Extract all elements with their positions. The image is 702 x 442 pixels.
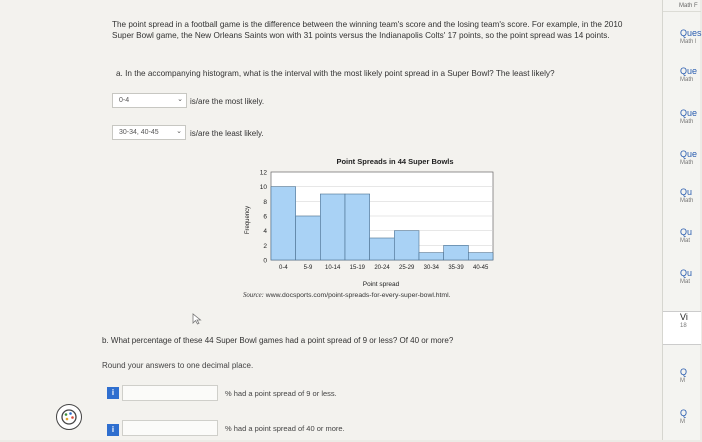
sidebar-question-label: Ques	[680, 28, 702, 38]
sidebar-question-label: Vi	[680, 312, 688, 322]
most-likely-dropdown[interactable]	[112, 93, 187, 108]
question-sidebar	[662, 0, 700, 440]
y-tick-label: 10	[259, 184, 267, 192]
source-label: Source:	[243, 292, 264, 299]
sidebar-question-subject: Math	[680, 198, 694, 204]
y-tick-label: 0	[263, 257, 267, 265]
y-tick-label: 2	[263, 242, 267, 250]
histogram-bar	[468, 253, 493, 260]
source-citation	[243, 292, 451, 299]
most-likely-selected: 0-4	[119, 97, 130, 104]
answer-9-or-less-suffix: % had a point spread of 9 or less.	[225, 389, 337, 398]
least-likely-suffix: is/are the least likely.	[190, 129, 264, 138]
answer-40-or-more-suffix: % had a point spread of 40 or more.	[225, 424, 345, 433]
sidebar-question-item[interactable]	[663, 408, 701, 442]
y-axis-label: Frequency	[245, 205, 251, 235]
x-tick-label: 0-4	[278, 265, 288, 271]
x-tick-label: 10-14	[324, 265, 341, 271]
histogram-chart	[235, 150, 515, 288]
sidebar-question-subject: Mat	[680, 279, 691, 285]
histogram-bar	[370, 238, 395, 260]
x-tick-label: 35-39	[448, 265, 464, 271]
part-a-question: a. In the accompanying histogram, what is the interval with the most likely point spread in a Super Bowl? The least likely?	[116, 69, 555, 78]
sidebar-question-subject: M	[680, 378, 685, 384]
least-likely-dropdown[interactable]	[112, 125, 186, 140]
y-tick-label: 6	[263, 213, 267, 221]
chevron-down-icon: ⌄	[177, 96, 183, 103]
sidebar-question-item[interactable]	[663, 187, 701, 221]
sidebar-question-label: Qu	[680, 187, 693, 197]
sidebar-question-subject: Math	[680, 119, 694, 125]
sidebar-question-label: Q	[680, 408, 688, 418]
x-tick-label: 20-24	[374, 265, 390, 271]
answer-9-or-less-input[interactable]	[122, 385, 218, 401]
histogram-bar	[296, 216, 321, 260]
chart-title: Point Spreads in 44 Super Bowls	[336, 157, 454, 166]
sidebar-question-subject: Mat	[680, 238, 691, 244]
x-axis-label: Point spread	[362, 281, 400, 288]
y-tick-label: 8	[263, 198, 267, 206]
sidebar-question-subject: M	[680, 419, 685, 425]
sidebar-question-subject: Math	[680, 160, 694, 166]
x-tick-label: 30-34	[423, 265, 440, 271]
part-b-question: b. What percentage of these 44 Super Bowl games had a point spread of 9 or less? Of 40 or more?	[102, 336, 454, 345]
sidebar-question-subject: Math l	[680, 39, 697, 45]
sidebar-question-label: Q	[680, 367, 688, 377]
histogram-bar	[419, 253, 444, 260]
rounding-note: Round your answers to one decimal place.	[102, 361, 254, 370]
histogram-bar	[271, 187, 296, 260]
sidebar-question-label: Que	[680, 108, 698, 118]
sidebar-question-item[interactable]	[663, 268, 701, 302]
sidebar-question-subject: 18	[680, 323, 687, 329]
histogram-bar	[320, 194, 345, 260]
mouse-cursor-icon	[192, 313, 202, 325]
least-likely-selected: 30-34, 40-45	[119, 129, 159, 136]
sidebar-question-item[interactable]	[663, 66, 701, 100]
sidebar-header: Math F	[663, 0, 701, 12]
y-tick-label: 12	[259, 169, 267, 177]
sidebar-question-label: Qu	[680, 227, 693, 237]
sidebar-question-item[interactable]	[663, 311, 701, 345]
sidebar-question-label: Que	[680, 66, 698, 76]
info-badge[interactable]: i	[107, 387, 119, 399]
sidebar-question-label: Que	[680, 149, 698, 159]
most-likely-suffix: is/are the most likely.	[190, 97, 265, 106]
y-tick-label: 4	[263, 228, 267, 236]
answer-40-or-more-input[interactable]	[122, 420, 218, 436]
chevron-down-icon: ⌄	[176, 128, 182, 135]
sidebar-question-item[interactable]	[663, 149, 701, 183]
x-tick-label: 40-45	[472, 265, 489, 271]
sidebar-question-item[interactable]	[663, 108, 701, 142]
sidebar-question-item[interactable]	[663, 227, 701, 261]
sidebar-question-label: Qu	[680, 268, 693, 278]
intro-text: The point spread in a football game is the difference between the winning team's score and the losing team's score. For example, in the 2010 Super Bowl game, the New Orleans Saints won with 31 points versus the Indianapolis Colts' 17 points, so the point spread was 14 points.	[112, 20, 623, 40]
histogram-bar	[345, 194, 370, 260]
source-url: www.docsports.com/point-spreads-for-every-super-bowl.html.	[265, 292, 451, 299]
x-tick-label: 15-19	[349, 265, 366, 271]
x-tick-label: 5-9	[303, 265, 313, 271]
x-tick-label: 25-29	[398, 265, 415, 271]
palette-icon	[57, 405, 81, 429]
histogram-bar	[444, 245, 469, 260]
sidebar-question-item[interactable]	[663, 28, 701, 62]
sidebar-question-item[interactable]	[663, 367, 701, 401]
help-helper-button[interactable]	[56, 404, 82, 430]
sidebar-question-subject: Math	[680, 77, 694, 83]
histogram-bar	[394, 231, 419, 260]
info-badge[interactable]: i	[107, 424, 119, 436]
